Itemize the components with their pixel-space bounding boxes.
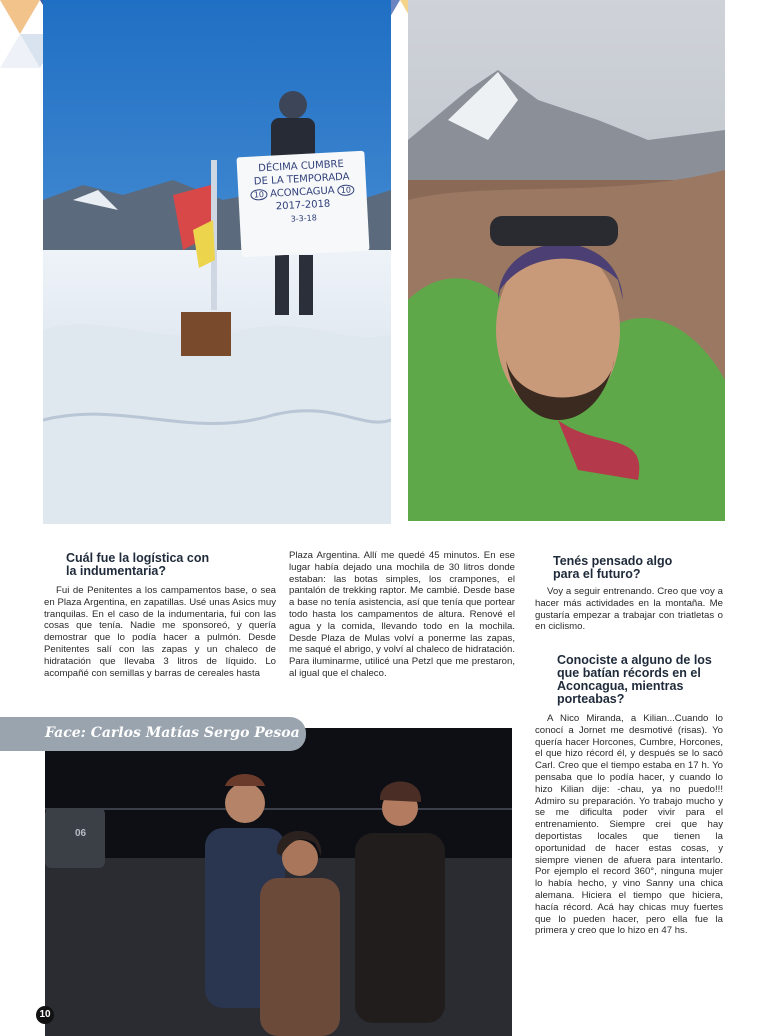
summit-sign [236,151,369,258]
section1-paragraph: Fui de Penitentes a los campamentos base, o sea en Plaza Argentina, en zapatillas. Usé unas Asics muy tranquilas. En el caso de la indumentaria, fui con las cosas que tenía. Nadie me sponsoreó, y quería demostrar que lo podía hacer a pulmón. Desde Penitentes salí con las zapas y un chaleco de hidratación que llevaba 3 litros de líquido. Lo acompañé con semillas y barras de cereales hasta [44,585,276,679]
section2-column [535,586,723,633]
section1-heading: Cuál fue la logística con la indumentaria? [66,551,210,578]
summit-photo [43,0,391,524]
section3-paragraph: A Nico Miranda, a Kilian...Cuando lo conocí a Jornet me desmotivé (risas). Yo quería hacer Horcones, Cumbre, Horcones, el que hizo récord él, y después se lo sacó Carl. Creo que el tiempo estaba en 17 h. Yo pensaba que lo podía hacer, y cuando lo hizo Kilian dije: -chau, ya no puedo!!! Admiro su preparación. Yo trabajo mucho y se me dificulta poder vivir para el entrenamiento. Siempre crei que hay deportistas locales que tienen la oportunidad de hacer estas cosas, y siempre vienen de afuera para intentarlo. Por ejemplo el record 360°, ninguna mujer lo había hecho, y vino Sanny una chica alemana. Hiciera el tiempo que hiciera, hacía récord. Acá hay chicas muy fuertes que lo pueden hacer, pero ella fue la primera y creo que lo hizo en 47 hs. [535,713,723,937]
sign-line-3-text: ACONCAGUA [269,185,335,200]
section2-heading: Tenés pensado algo para el futuro? [553,554,673,581]
group-night-photo [45,728,512,1036]
sign-badge-right: 10 [338,184,355,196]
section1-continued-column [289,550,515,680]
section1-column [44,585,276,679]
selfie-photo [408,0,725,521]
van-number: 06 [75,828,87,839]
sign-line-1: DÉCIMA CUMBRE [257,158,345,175]
face-caption-text: Face: Carlos Matías Sergo Pesoa [45,725,300,741]
section1-continued-paragraph: Plaza Argentina. Allí me quedé 45 minutos. En ese lugar había dejado una mochila de 30 litros donde estaban: las botas simples, los crampones, el pantalón de trekking raptor. Me cambié. Desde base a base no tenía asistencia, así que tenía que portear todo hasta los campamentos de altura. Renové el agua y la comida, llevando todo en la mochila. Desde Plaza de Mulas volví a ponerme las zapas, me saqué el abrigo, y volví al chaleco de hidratación. Para iluminarme, utilicé una Petzl que me prestaron, al igual que el chaleco. [289,550,515,679]
sign-line-5: 3-3-18 [290,213,318,224]
sign-line-2: DE LA TEMPORADA [253,171,350,188]
section2-paragraph: Voy a seguir entrenando. Creo que voy a hacer más actividades en la montaña. Me gustaría empezar a trabajar con triatletas o en ciclismo. [535,586,723,633]
sign-badge-left: 10 [251,189,268,201]
sign-line-4: 2017-2018 [275,198,331,213]
section3-heading: Conociste a alguno de los que batían récords en el Aconcagua, mientras porteabas? [557,653,712,706]
page-number: 10 [36,1006,54,1024]
face-caption-banner [0,717,306,751]
section3-column [535,713,723,937]
